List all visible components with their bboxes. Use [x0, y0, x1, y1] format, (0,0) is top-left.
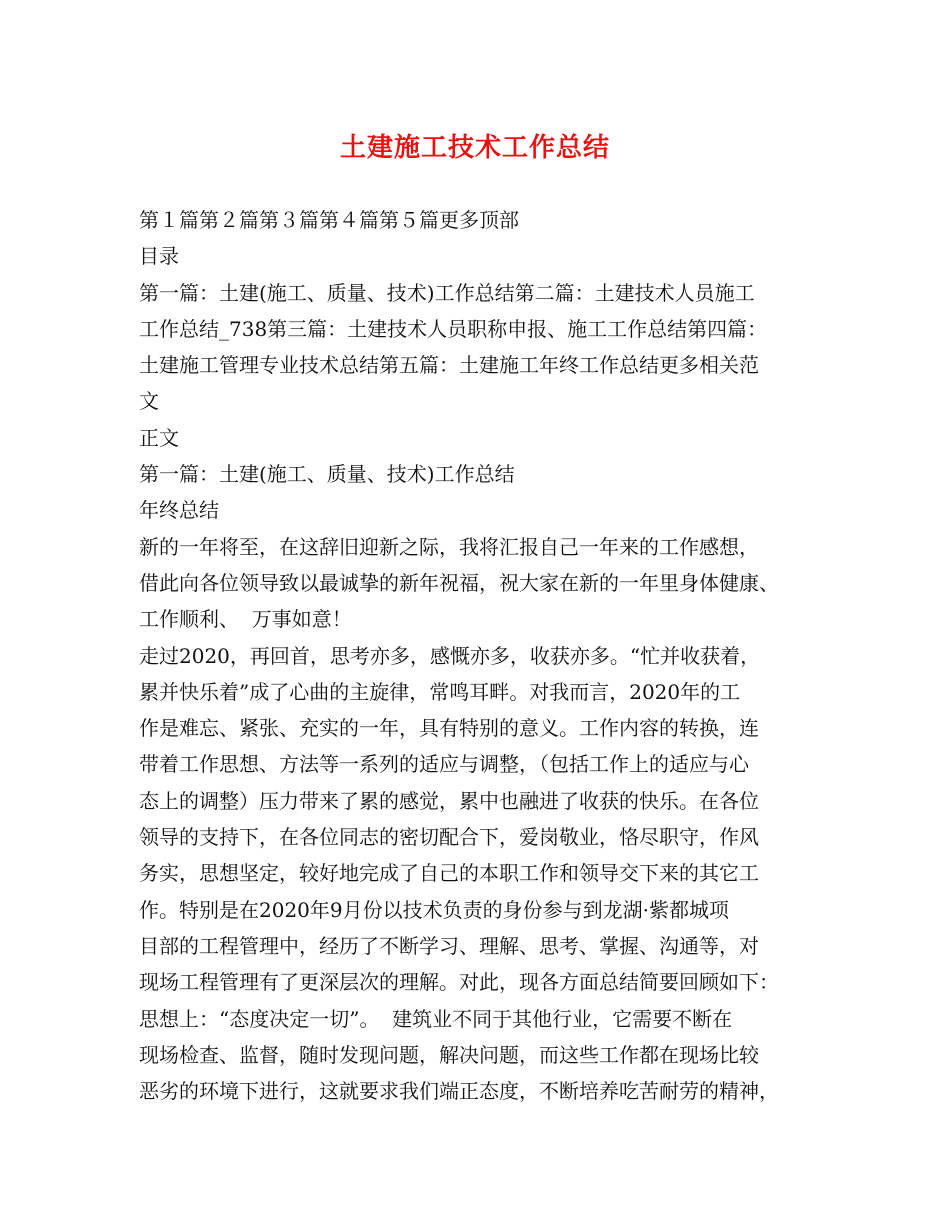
body-line: 目部的工程管理中，经历了不断学习、理解、思考、掌握、沟通等，对 [139, 933, 759, 958]
body-line: 工作总结_738第三篇：土建技术人员职称申报、施工工作总结第四篇： [139, 316, 768, 341]
body-line: 累并快乐着”成了心曲的主旋律，常鸣耳畔。对我而言，2020年的工 [139, 679, 741, 704]
body-line: 土建施工管理专业技术总结第五篇：土建施工年终工作总结更多相关范 [139, 353, 759, 378]
body-line: 第１篇第２篇第３篇第４篇第５篇更多顶部 [139, 208, 519, 232]
body-line: 作是难忘、紧张、充实的一年，具有特别的意义。工作内容的转换，连 [139, 716, 759, 741]
body-line: 走过2020，再回首，思考亦多，感慨亦多，收获亦多。“忙并收获着， [139, 643, 761, 668]
body-line: 年终总结 [139, 498, 219, 523]
body-line: 现场工程管理有了更深层次的理解。对此，现各方面总结简要回顾如下： [139, 970, 779, 995]
body-line: 现场检查、监督，随时发现问题，解决问题，而这些工作都在现场比较 [139, 1042, 759, 1067]
body-line: 借此向各位领导致以最诚挚的新年祝福，祝大家在新的一年里身体健康、 [139, 570, 779, 595]
body-line: 作。特别是在2020年9月份以技术负责的身份参与到龙湖·紫都城项 [139, 897, 729, 922]
body-line: 目录 [139, 244, 179, 269]
body-line: 带着工作思想、方法等一系列的适应与调整，（包括工作上的适应与心 [139, 752, 749, 777]
body-line: 工作顺利、 万事如意！ [139, 607, 352, 632]
body-line: 第一篇：土建(施工、质量、技术)工作总结 [139, 462, 515, 487]
body-line: 文 [139, 389, 159, 414]
document-title: 土建施工技术工作总结 [339, 133, 610, 163]
body-line: 务实，思想坚定，较好地完成了自己的本职工作和领导交下来的其它工 [139, 861, 759, 886]
body-line: 领导的支持下，在各位同志的密切配合下，爱岗敬业，恪尽职守，作风 [139, 825, 759, 850]
body-line: 恶劣的环境下进行，这就要求我们端正态度，不断培养吃苦耐劳的精神， [139, 1079, 779, 1104]
body-line: 思想上：“态度决定一切”。 建筑业不同于其他行业，它需要不断在 [139, 1006, 733, 1031]
body-line: 正文 [139, 425, 179, 450]
body-line: 态上的调整）压力带来了累的感觉，累中也融进了收获的快乐。在各位 [139, 788, 759, 813]
document-body [139, 202, 829, 1109]
body-line: 新的一年将至，在这辞旧迎新之际，我将汇报自己一年来的工作感想， [139, 534, 759, 559]
body-line: 第一篇：土建(施工、质量、技术)工作总结第二篇：土建技术人员施工 [139, 280, 755, 305]
